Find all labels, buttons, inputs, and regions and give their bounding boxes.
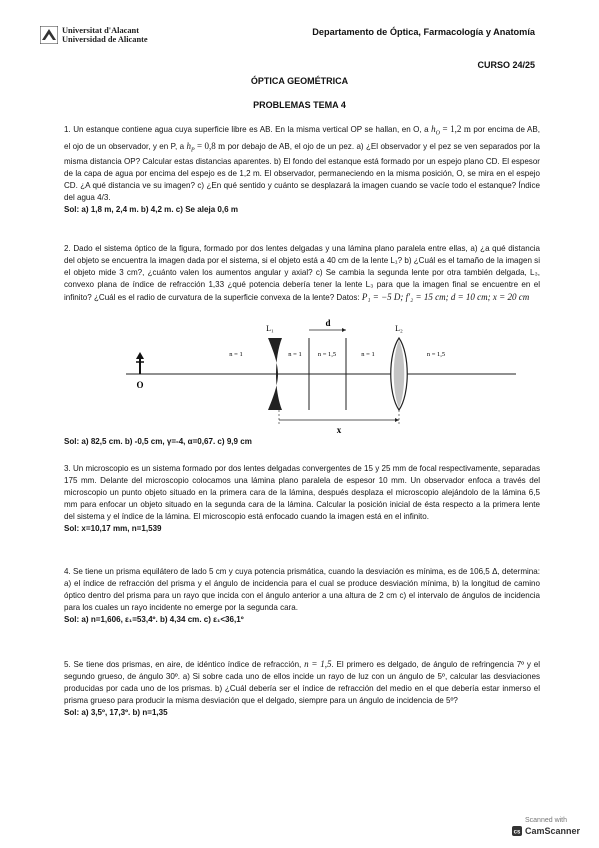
problem-4-solution: Sol: a) n=1,606, ε₁=53,4º. b) 4,34 cm. c) ε₁<36,1º [64, 615, 244, 624]
medium-label: n = 1 [361, 351, 375, 358]
optical-system-figure [96, 318, 516, 436]
department-name: Departamento de Óptica, Farmacología y Anatomía [312, 27, 535, 37]
problem-3-text: 3. Un microscopio es un sistema formado por dos lentes delgadas convergentes de 15 y 25 mm de focal respectivamente, separadas 175 mm. Delante del microscopio colocamos una lámina plano paralela de espesor 10 mm. Un observador enfoca a través del microscopio un punto objeto situado en la primera cara de la lámina, después desplaza el microscopio alejándolo de la lámina 6,5 mm para enfocar un objeto situado en la segunda cara de la lámina. Calcular la posición inicial de ésta respecto a la primera lente del sistema y el índice de la lámina. El microscopio está enfocado cuando la imagen está en el infinito. [64, 464, 540, 521]
problem-5-solution: Sol: a) 3,5º, 17,3º. b) n=1,35 [64, 708, 168, 717]
medium-label: n = 1,5 [317, 351, 337, 358]
distance-d-arrow [309, 328, 346, 332]
problem-5-text: 5. Se tiene dos prismas, en aire, de idéntico índice de refracción, n = 1,5. El primero es delgado, de ángulo de refringencia 7º y el segundo grueso, de ángulo 30º. a) Si sobre cada uno de ellos incide un rayo de luz con un ángulo de 5º, calcular las desviaciones producidas por cada uno de los prismas. b) ¿Cuál debería ser el índice de refracción del medio en el que debería estar inmerso el prisma grueso para producir la misma desviación que el delgado, siempre para un ángulo de incidencia de 5º? [64, 659, 540, 705]
camscanner-watermark [505, 817, 587, 836]
university-logo [40, 26, 148, 44]
camscanner-label: CamScanner [524, 826, 581, 836]
problem-2-solution-block [64, 436, 540, 448]
university-name-line1: Universitat d'Alacant [62, 26, 139, 35]
problem-3-solution: Sol: x=10,17 mm, n=1,539 [64, 524, 162, 533]
object-arrow-icon [136, 352, 144, 374]
distance-x-arrow [279, 410, 399, 424]
lens-l2-label: L₂ [395, 324, 403, 333]
problem-3 [64, 463, 540, 535]
main-title: ÓPTICA GEOMÉTRICA [250, 76, 349, 86]
problem-1 [64, 123, 540, 216]
problem-2-text: 2. Dado el sistema óptico de la figura, formado por dos lentes delgadas y una lámina plano paralela entre ellas, a) ¿a qué distancia del objeto se encuentra la imagen dada por el sistema, si el objeto está a 40 cm de la lente L₁? b) ¿Cuál es el tamaño de la imagen si el objeto mide 3 cm?, ¿cuánto valen los aumentos angular y axial? c) Se cambia la segunda lente por otra también delgada, L₃, convexo plana de índice de refracción 1,33 ¿qué potencia debería tener la lente L₃ para que la imagen final se encuentre en el infinito? ¿Cuál es el radio de curvatura de la superficie convexa de la lente? Datos: P₁ = −5 D; f′₂ = 15 cm; d = 10 cm; x = 20 cm [64, 244, 540, 302]
scanned-with-label: Scanned with [524, 817, 568, 824]
camscanner-logo-icon [512, 826, 522, 836]
sub-title: PROBLEMAS TEMA 4 [253, 100, 346, 110]
problem-4-text: 4. Se tiene un prisma equilátero de lado 5 cm y cuya potencia prismática, cuando la desviación es mínima, es de 106,5 Δ, determina: a) el índice de refracción del prisma y el ángulo de incidencia para el cual se produce desviación mínima, b) la longitud de camino óptico dentro del prisma para un rayo que incida con el ángulo anterior a una altura de 2 cm c) el intervalo de ángulos de incidencia para los cuales un rayo incidente no emerge por la segunda cara. [64, 567, 540, 612]
university-name-line2: Universidad de Alicante [62, 35, 148, 44]
problem-1-text: 1. Un estanque contiene agua cuya superficie libre es AB. En la misma vertical OP se hallan, en O, a $h_O = 1,2$ m por encima de AB, el ojo de un observador, y en P, a $h_P = 0,8$ m por debajo de AB, el ojo de un pez. a) ¿El observador y el pez se ven separados por la misma distancia OP? Calcular estas distancias aparentes. b) El fondo del estanque está formado por un espejo plano CD. El espesor de la capa de agua por encima del espejo es de 1,2 m. El observador, permaneciendo en la misma posición, O, se mira en el espejo CD. ¿A qué distancia ve su imagen? c) ¿En qué sentido y cuánto se desplazará la imagen cuando se vacíe todo el estanque? Índice del agua 4/3. [64, 124, 541, 203]
problem-4 [64, 566, 540, 626]
medium-label: n = 1 [288, 351, 302, 358]
problem-2 [64, 243, 540, 304]
medium-label: n = 1,5 [426, 351, 446, 358]
course-label: CURSO 24/25 [477, 60, 535, 70]
lens-l1-label: L₁ [266, 324, 274, 333]
medium-label: n = 1 [229, 351, 243, 358]
distance-x-label: x [336, 425, 342, 435]
distance-d-label: d [325, 318, 331, 328]
problem-2-solution: Sol: a) 82,5 cm. b) -0,5 cm, γ=-4, α=0,67. c) 9,9 cm [64, 437, 252, 446]
svg-text:cs: cs [513, 829, 521, 836]
problem-5 [64, 658, 540, 719]
problem-2-data: P₁ = −5 D; f′₂ = 15 cm; d = 10 cm; x = 20 cm [361, 292, 530, 302]
object-label: O [136, 380, 144, 390]
problem-1-solution: Sol: a) 1,8 m, 2,4 m. b) 4,2 m. c) Se aleja 0,6 m [64, 205, 238, 215]
university-emblem-icon [40, 26, 58, 44]
